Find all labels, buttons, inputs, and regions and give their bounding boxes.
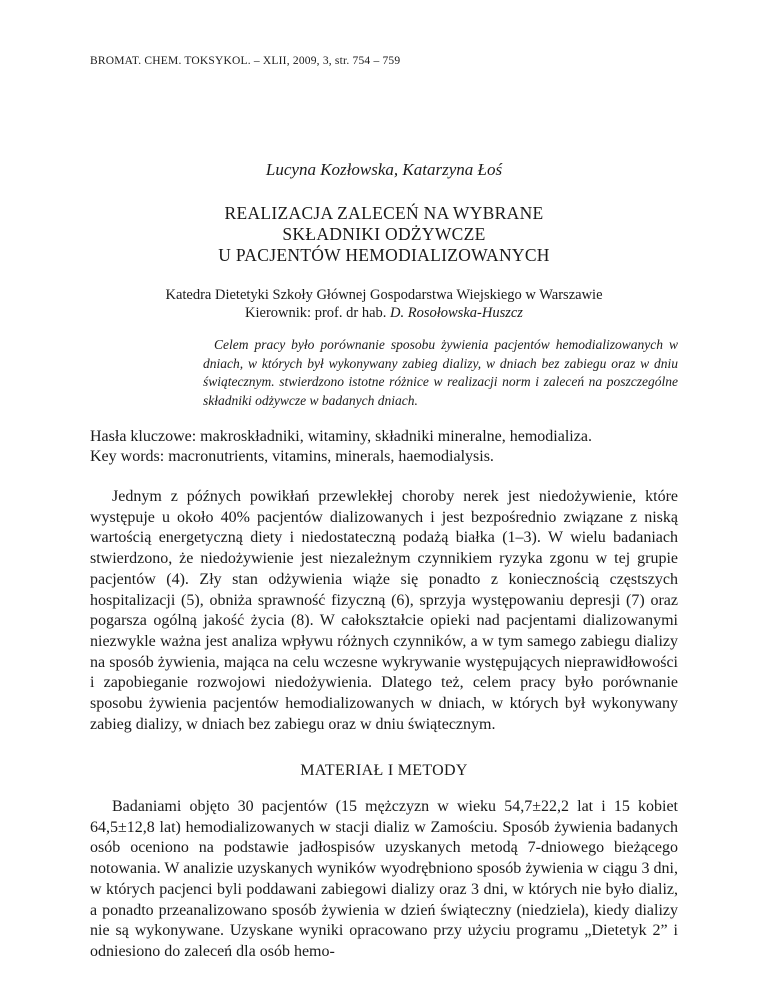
methods-paragraph: Badaniami objęto 30 pacjentów (15 mężczyzn w wieku 54,7±22,2 lat i 15 kobiet 64,5±12,8 lat) hemodializowanych w stacji dializ w Zamościu. Sposób żywienia badanych osób oceniono na podstawie jadłospisów uzyskanych metodą 7-dniowego bieżącego notowania. W analizie uzyskanych wyników wyodrębniono sposób żywienia w ciągu 3 dni, w których pacjenci byli poddawani zabiegowi dializy oraz 3 dni, w których nie było dializ, a ponadto przeanalizowano sposób żywienia w dzień świąteczny (niedziela), kiedy dializy nie są wykonywane. Uzyskane wyniki opracowano przy użyciu programu „Dietetyk 2” i odniesiono do zaleceń dla osób hemo- <box>90 798 678 960</box>
intro-paragraph: Jednym z późnych powikłań przewlekłej choroby nerek jest niedożywienie, które występuje u około 40% pacjentów dializowanych i jest bezpośrednio związane z niską wartością energetyczną diety i niedostateczną podażą białka (1–3). W wielu badaniach stwierdzono, że niedożywienie jest niezależnym czynnikiem ryzyka zgonu w tej grupie pacjentów (4). Zły stan odżywienia wiąże się ponadto z koniecznością częstszych hospitalizacji (5), obniża sprawność fizyczną (6), sprzyja występowaniu depresji (7) oraz pogarsza ogólną jakość życia (8). W całokształcie opieki nad pacjentami dializowanymi niezwykle ważna jest analiza wpływu różnych czynników, a w tym samego zabiegu dializy na sposób żywienia, mająca na celu wczesne wykrywanie występujących nieprawidłowości i zapobieganie rozwojowi niedożywienia. Dlatego też, celem pracy było porównanie sposobu żywienia pacjentów hemodializowanych w dniach, w których był wykonywany zabieg dializy, w dniach bez zabiegu oraz w dniu świątecznym. <box>90 488 678 733</box>
section-heading: MATERIAŁ I METODY <box>300 762 468 779</box>
article-title <box>0 203 768 266</box>
authors: Lucyna Kozłowska, Katarzyna Łoś <box>265 160 503 179</box>
title-line: SKŁADNIKI ODŻYWCZE <box>282 224 486 244</box>
keywords-pl: Hasła kluczowe: makroskładniki, witaminy, składniki mineralne, hemodializa. <box>90 428 592 445</box>
affiliation: Katedra Dietetyki Szkoły Głównej Gospodarstwa Wiejskiego w Warszawie <box>165 287 603 303</box>
title-line: U PACJENTÓW HEMODIALIZOWANYCH <box>218 245 550 265</box>
dean-name: D. Rosołowska-Huszcz <box>390 305 523 321</box>
dean-prefix: Kierownik: prof. dr hab. <box>245 305 391 321</box>
affiliation-block <box>0 286 768 322</box>
dean-line <box>0 304 768 322</box>
keywords-block <box>90 427 680 466</box>
running-head: BROMAT. CHEM. TOKSYKOL. – XLII, 2009, 3, str. 754 – 759 <box>90 55 401 67</box>
title-line: REALIZACJA ZALECEŃ NA WYBRANE <box>224 203 544 223</box>
abstract: Celem pracy było porównanie sposobu żywienia pacjentów hemodializowanych w dniach, w których był wykonywany zabieg dializy, w dniach bez zabiegu oraz w dniu świątecznym. stwierdzono istotne różnice w realizacji norm i zaleceń na poszczególne składniki odżywcze w badanych dniach. <box>203 337 678 408</box>
keywords-en: Key words: macronutrients, vitamins, minerals, haemodialysis. <box>90 447 494 465</box>
